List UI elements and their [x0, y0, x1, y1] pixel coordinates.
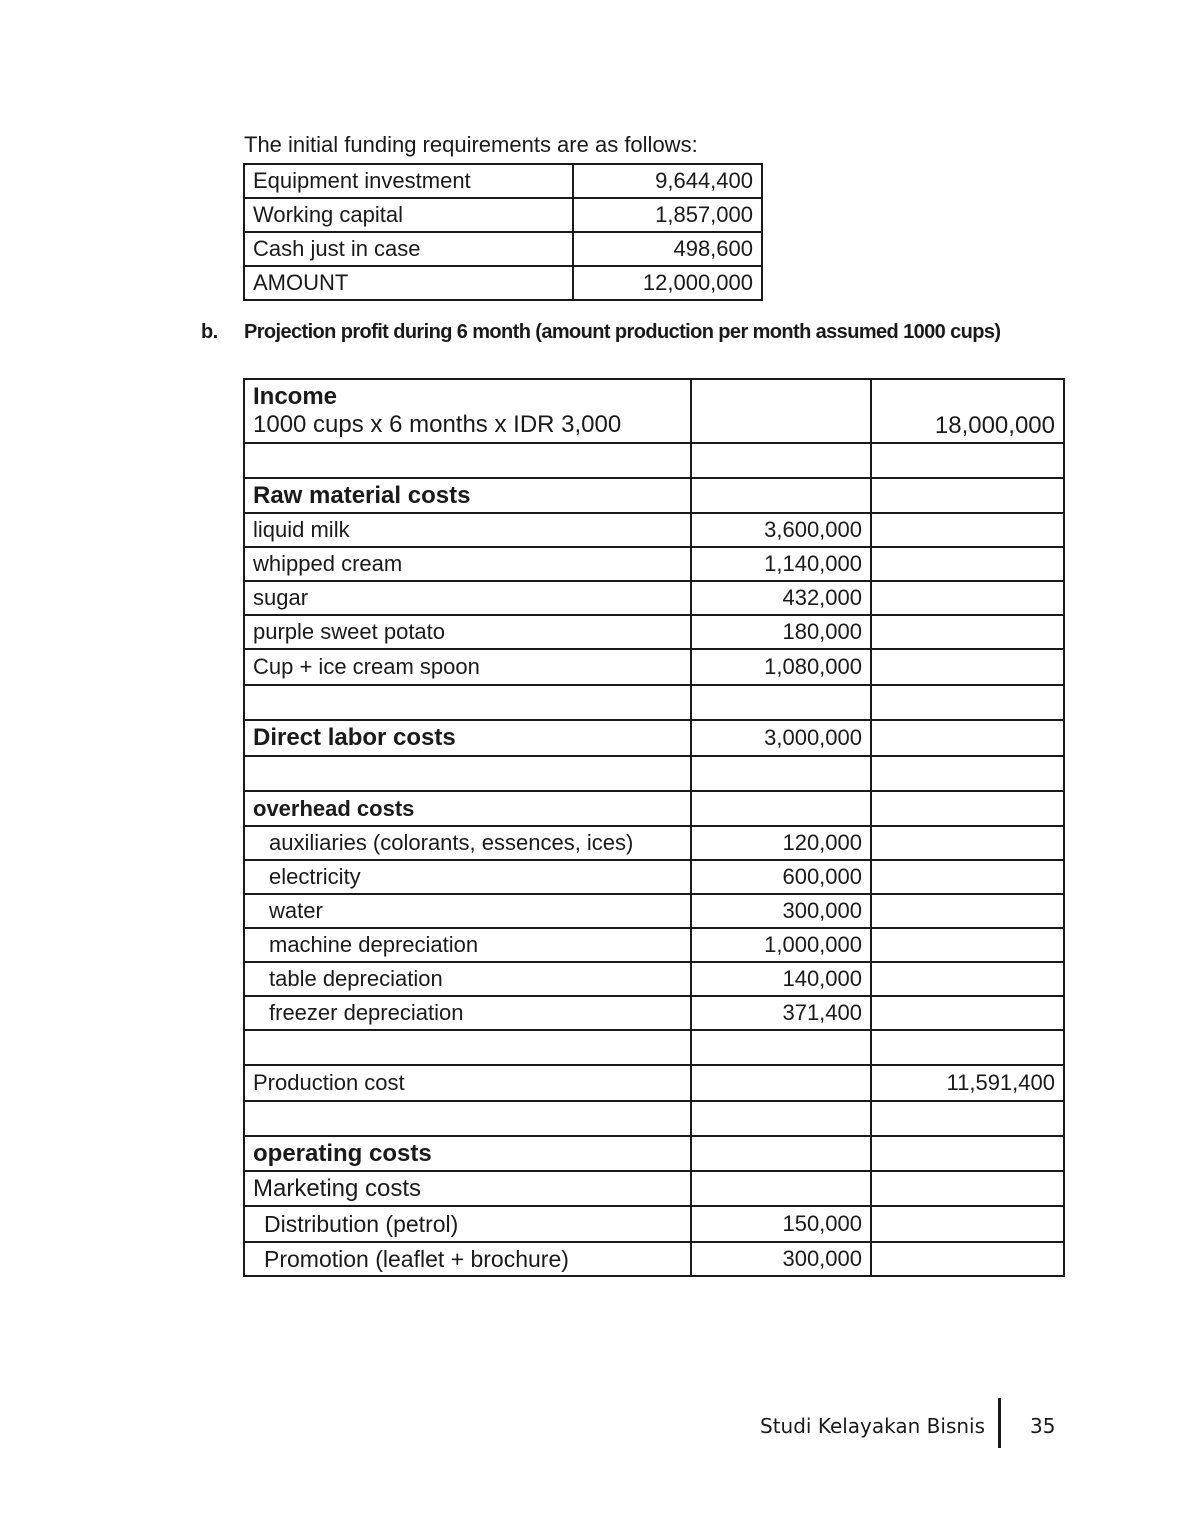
footer-series-title: Studi Kelayakan Bisnis	[760, 1414, 986, 1438]
cost-value: 150,000	[691, 1206, 871, 1242]
section-title: Projection profit during 6 month (amount production per month assumed 1000 cups)	[244, 321, 1001, 343]
funding-label: Equipment investment	[244, 164, 573, 198]
cost-value: 432,000	[691, 581, 871, 615]
raw-material-heading: Raw material costs	[244, 478, 691, 513]
marketing-label: Marketing costs	[244, 1171, 691, 1206]
cost-value: 371,400	[691, 996, 871, 1030]
table-row	[244, 1065, 1064, 1101]
table-row	[244, 615, 1064, 649]
table-row	[244, 513, 1064, 547]
table-row	[244, 894, 1064, 928]
cost-label: sugar	[244, 581, 691, 615]
cost-value: 120,000	[691, 826, 871, 860]
table-row	[244, 928, 1064, 962]
cost-value: 180,000	[691, 615, 871, 649]
intro-text: The initial funding requirements are as follows:	[244, 132, 698, 157]
cost-value: 140,000	[691, 962, 871, 996]
page-number: 35	[1030, 1414, 1056, 1438]
cost-label: machine depreciation	[244, 928, 691, 962]
income-detail: 1000 cups x 6 months x IDR 3,000	[253, 411, 622, 438]
funding-label: Cash just in case	[244, 232, 573, 266]
profit-projection-table	[243, 378, 1065, 1277]
table-row	[244, 791, 1064, 826]
cost-label: Cup + ice cream spoon	[244, 649, 691, 685]
spacer-row	[244, 685, 1064, 720]
table-row	[244, 266, 762, 300]
cost-value: 600,000	[691, 860, 871, 894]
cost-value: 300,000	[691, 1242, 871, 1276]
cost-label: water	[244, 894, 691, 928]
cost-value: 3,600,000	[691, 513, 871, 547]
cost-label: electricity	[244, 860, 691, 894]
funding-total-label: AMOUNT	[244, 266, 573, 300]
income-total: 18,000,000	[871, 379, 1064, 443]
cost-label: freezer depreciation	[244, 996, 691, 1030]
income-label: Income	[253, 383, 338, 410]
cost-label: Distribution (petrol)	[244, 1206, 691, 1242]
section-marker: b.	[201, 321, 218, 343]
table-row	[244, 1242, 1064, 1276]
table-row	[244, 826, 1064, 860]
operating-heading: operating costs	[244, 1136, 691, 1171]
spacer-row	[244, 443, 1064, 478]
table-row	[244, 164, 762, 198]
funding-total-value: 12,000,000	[573, 266, 762, 300]
table-row	[244, 1136, 1064, 1171]
table-row	[244, 478, 1064, 513]
footer-divider	[998, 1398, 1001, 1448]
cost-value: 1,080,000	[691, 649, 871, 685]
cost-label: auxiliaries (colorants, essences, ices)	[244, 826, 691, 860]
direct-labor-value: 3,000,000	[691, 720, 871, 756]
direct-labor-label: Direct labor costs	[244, 720, 691, 756]
cost-value: 1,140,000	[691, 547, 871, 581]
income-cell	[244, 379, 691, 443]
cost-label: table depreciation	[244, 962, 691, 996]
funding-value: 498,600	[573, 232, 762, 266]
table-row	[244, 649, 1064, 685]
table-row	[244, 1206, 1064, 1242]
spacer-row	[244, 756, 1064, 791]
table-row	[244, 720, 1064, 756]
funding-value: 1,857,000	[573, 198, 762, 232]
table-row	[244, 198, 762, 232]
spacer-row	[244, 1030, 1064, 1065]
cost-value: 300,000	[691, 894, 871, 928]
cost-label: whipped cream	[244, 547, 691, 581]
funding-value: 9,644,400	[573, 164, 762, 198]
production-cost-label: Production cost	[244, 1065, 691, 1101]
cost-label: liquid milk	[244, 513, 691, 547]
income-row	[244, 379, 1064, 443]
production-cost-value: 11,591,400	[871, 1065, 1064, 1101]
cost-label: Promotion (leaflet + brochure)	[244, 1242, 691, 1276]
table-row	[244, 547, 1064, 581]
empty-cell	[691, 379, 871, 443]
table-row	[244, 581, 1064, 615]
table-row	[244, 996, 1064, 1030]
cost-value: 1,000,000	[691, 928, 871, 962]
table-row	[244, 962, 1064, 996]
table-row	[244, 860, 1064, 894]
funding-label: Working capital	[244, 198, 573, 232]
overhead-heading: overhead costs	[244, 791, 691, 826]
funding-table	[243, 163, 763, 301]
cost-label: purple sweet potato	[244, 615, 691, 649]
spacer-row	[244, 1101, 1064, 1136]
table-row	[244, 232, 762, 266]
table-row	[244, 1171, 1064, 1206]
